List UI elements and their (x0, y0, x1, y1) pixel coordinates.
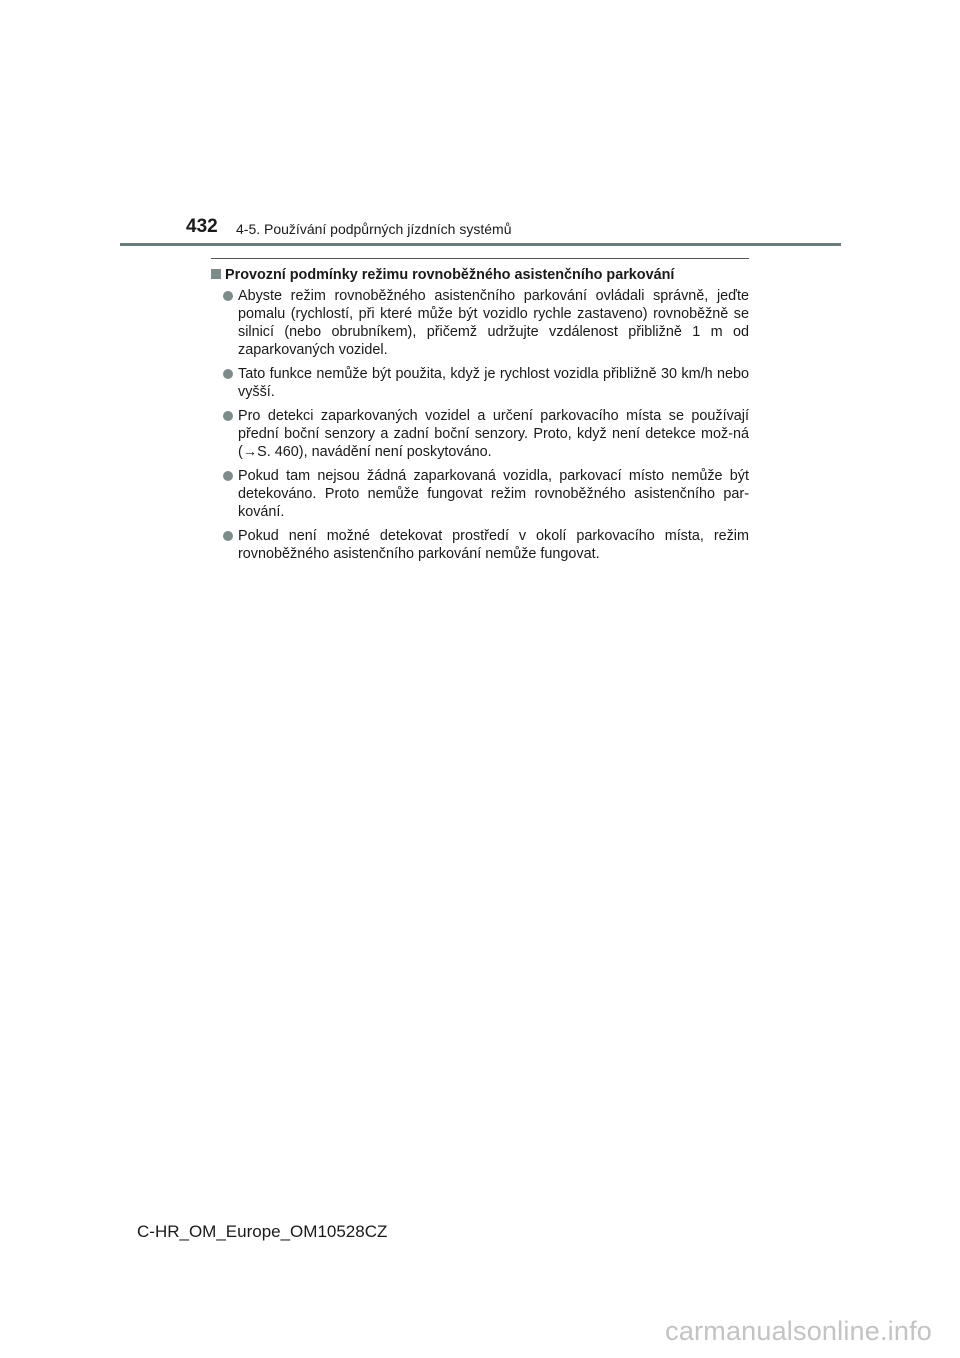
list-item (221, 287, 749, 359)
list-item-text: Pokud tam nejsou žádná zaparkovaná vozidla, parkovací místo nemůže být detekováno. Proto nemůže fungovat režim rovnoběžného asistenčního par-kování. (238, 468, 749, 520)
list-item-text: Abyste režim rovnoběžného asistenčního parkování ovládali správně, jeďte pomalu (rychlostí, při které může být vozidlo rychle zastaveno) rovnoběžně se silnicí (nebo obrubníkem), přičemž udržujte vzdálenost přibližně 1 m od zaparkovaných vozidel. (238, 288, 749, 358)
round-bullet-icon (223, 369, 233, 379)
section-heading-text: Provozní podmínky režimu rovnoběžného asistenčního parkování (225, 267, 675, 283)
watermark-text: carmanualsonline.info (665, 1316, 932, 1346)
list-item (221, 407, 749, 461)
list-item (221, 527, 749, 563)
page-number: 432 (186, 216, 218, 237)
document-code: C-HR_OM_Europe_OM10528CZ (137, 1222, 388, 1241)
round-bullet-icon (223, 471, 233, 481)
bullet-list (221, 287, 749, 569)
chapter-title: 4-5. Používání podpůrných jízdních systémů (236, 221, 512, 237)
section-heading (211, 266, 749, 284)
square-bullet-icon (211, 269, 221, 279)
list-item-text: Tato funkce nemůže být použita, když je rychlost vozidla přibližně 30 km/h nebo vyšší. (238, 366, 749, 400)
round-bullet-icon (223, 411, 233, 421)
list-item-text: Pokud není možné detekovat prostředí v okolí parkovacího místa, režim rovnoběžného asistenčního parkování nemůže fungovat. (238, 528, 749, 562)
round-bullet-icon (223, 531, 233, 541)
list-item-text: Pro detekci zaparkovaných vozidel a určení parkovacího místa se používají přední boční senzory a zadní boční senzory. Proto, když není detekce mož-ná (→S. 460), navádění není poskytováno. (238, 408, 749, 460)
round-bullet-icon (223, 291, 233, 301)
section-divider (211, 258, 749, 259)
header-divider (120, 243, 841, 246)
list-item (221, 467, 749, 521)
list-item (221, 365, 749, 401)
